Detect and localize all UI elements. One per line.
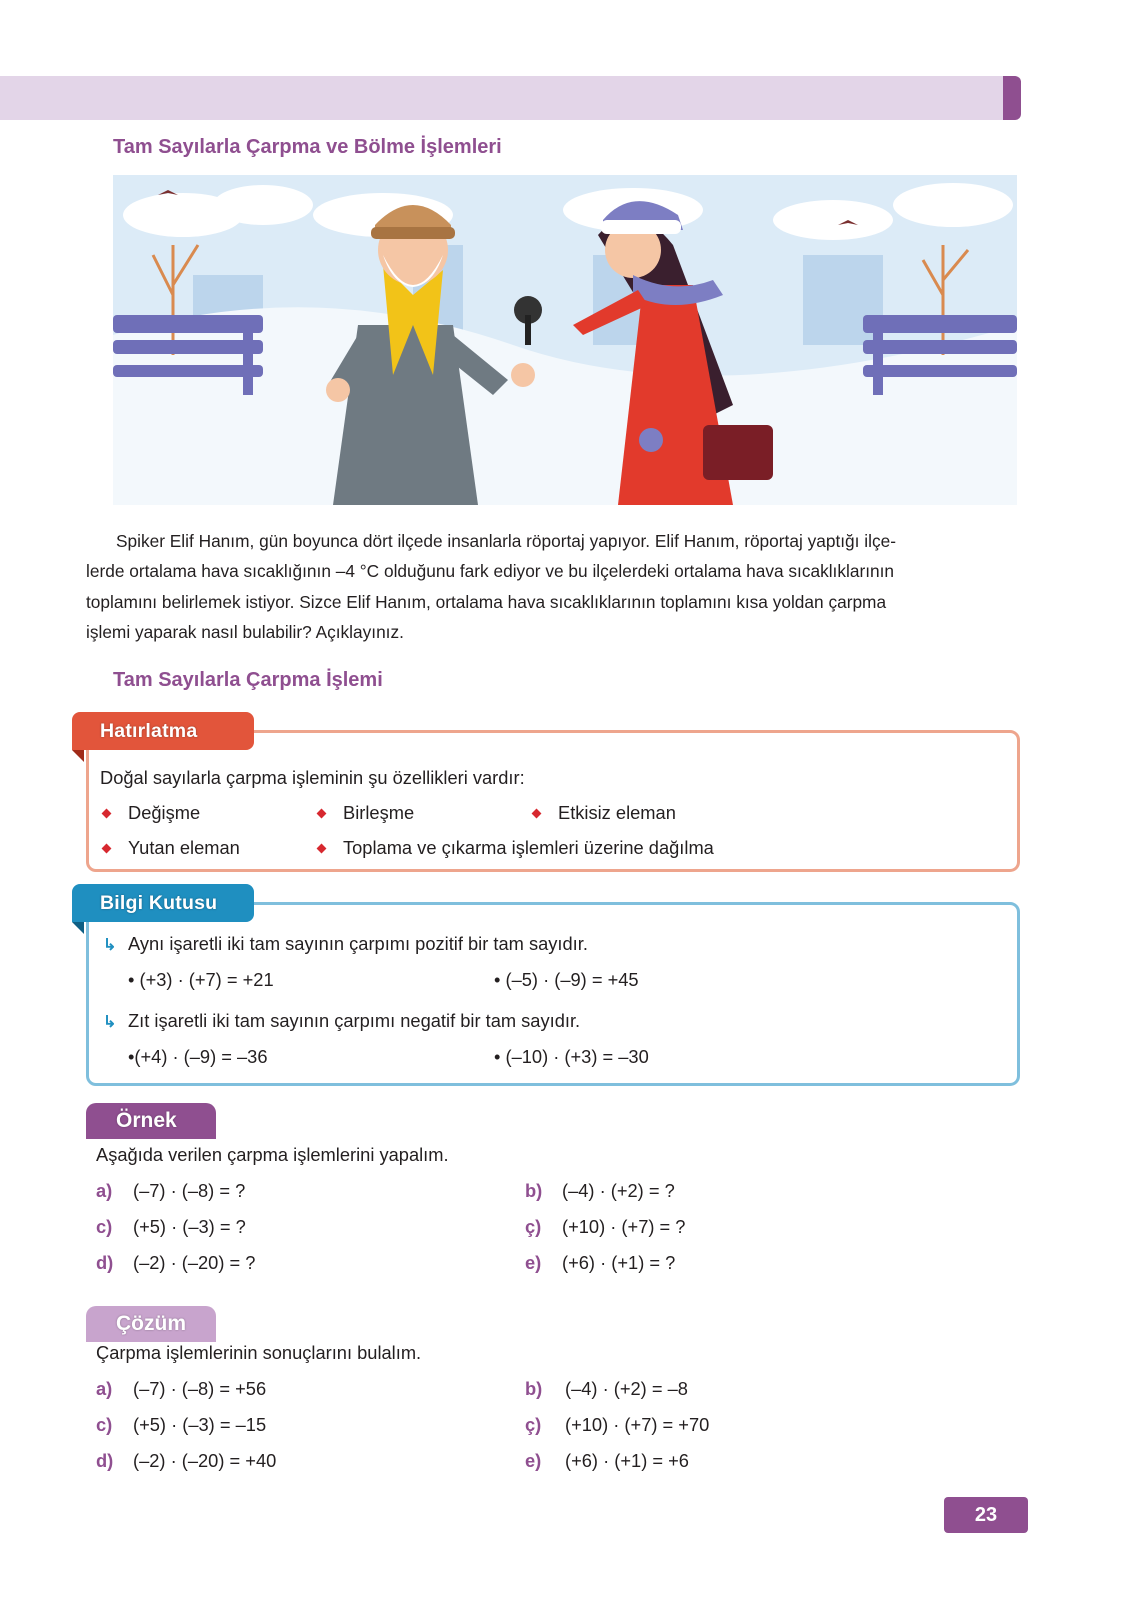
interview-illustration: [113, 175, 1017, 505]
item-letter: c): [96, 1216, 113, 1237]
header-band-tab: [1003, 76, 1021, 120]
item-letter: d): [96, 1252, 114, 1273]
intro-line: lerde ortalama hava sıcaklığının –4 °C olduğunu fark ediyor ve bu ilçelerdeki ortalama hava sıcaklıklarının: [86, 561, 895, 582]
pin-icon: ↳: [103, 937, 117, 954]
hatirlatma-item: Toplama ve çıkarma işlemleri üzerine dağılma: [343, 837, 714, 858]
hatirlatma-item: Birleşme: [343, 802, 415, 823]
bilgi-example: • (–5) · (–9) = +45: [494, 969, 639, 990]
hatirlatma-label: Hatırlatma: [72, 712, 254, 750]
item-letter: ç): [525, 1216, 542, 1237]
item-letter: b): [525, 1180, 543, 1201]
pin-icon: ↳: [103, 1014, 117, 1031]
header-band: [0, 76, 1003, 120]
ornek-expr: (+5) · (–3) = ?: [133, 1216, 246, 1237]
bilgi-example: • (–10) · (+3) = –30: [494, 1046, 649, 1067]
ornek-expr: (+6) · (+1) = ?: [562, 1252, 676, 1273]
bilgi-rule: Zıt işaretli iki tam sayının çarpımı negatif bir tam sayıdır.: [128, 1010, 581, 1031]
cozum-label: Çözüm: [86, 1306, 216, 1342]
intro-paragraph: [86, 526, 1018, 647]
hatirlatma-item: Etkisiz eleman: [558, 802, 676, 823]
hatirlatma-item: Değişme: [128, 802, 201, 823]
ornek-expr: (–4) · (+2) = ?: [562, 1180, 675, 1201]
cozum-lead: Çarpma işlemlerinin sonuçlarını bulalım.: [96, 1342, 422, 1363]
intro-line: Spiker Elif Hanım, gün boyunca dört ilçede insanlarla röportaj yapıyor. Elif Hanım, röportaj yaptığı ilçe-: [116, 531, 896, 551]
hatirlatma-item: Yutan eleman: [128, 837, 240, 858]
bilgi-rule: Aynı işaretli iki tam sayının çarpımı pozitif bir tam sayıdır.: [128, 933, 588, 954]
cozum-expr: (–7) · (–8) = +56: [133, 1378, 267, 1399]
cozum-expr: (+10) · (+7) = +70: [565, 1414, 710, 1435]
bilgi-kutusu-label: Bilgi Kutusu: [72, 884, 254, 922]
page-number: 23: [944, 1497, 1028, 1533]
cozum-expr: (+6) · (+1) = +6: [565, 1450, 689, 1471]
intro-line: işlemi yaparak nasıl bulabilir? Açıklayınız.: [86, 621, 404, 642]
item-letter: e): [525, 1252, 542, 1273]
ornek-expr: (–7) · (–8) = ?: [133, 1180, 246, 1201]
item-letter: a): [96, 1180, 113, 1201]
item-letter: e): [525, 1450, 542, 1471]
item-letter: a): [96, 1378, 113, 1399]
ornek-expr: (–2) · (–20) = ?: [133, 1252, 256, 1273]
item-letter: c): [96, 1414, 113, 1435]
cozum-expr: (+5) · (–3) = –15: [133, 1414, 267, 1435]
item-letter: d): [96, 1450, 114, 1471]
bilgi-example: • (+3) · (+7) = +21: [128, 969, 274, 990]
bilgi-example: •(+4) · (–9) = –36: [128, 1046, 268, 1067]
ornek-expr: (+10) · (+7) = ?: [562, 1216, 686, 1237]
hatirlatma-fold: [72, 750, 84, 762]
hatirlatma-lead: Doğal sayılarla çarpma işleminin şu özellikleri vardır:: [100, 767, 525, 788]
subsection-title: Tam Sayılarla Çarpma İşlemi: [113, 669, 383, 691]
bilgi-fold: [72, 922, 84, 934]
cozum-expr: (–4) · (+2) = –8: [565, 1378, 688, 1399]
ornek-lead: Aşağıda verilen çarpma işlemlerini yapalım.: [96, 1144, 449, 1165]
item-letter: b): [525, 1378, 543, 1399]
page-title: Tam Sayılarla Çarpma ve Bölme İşlemleri: [113, 136, 502, 158]
ornek-label: Örnek: [86, 1103, 216, 1139]
cozum-expr: (–2) · (–20) = +40: [133, 1450, 277, 1471]
item-letter: ç): [525, 1414, 542, 1435]
intro-line: toplamını belirlemek istiyor. Sizce Elif Hanım, ortalama hava sıcaklıklarının toplamını kısa yoldan çarpma: [86, 591, 887, 612]
